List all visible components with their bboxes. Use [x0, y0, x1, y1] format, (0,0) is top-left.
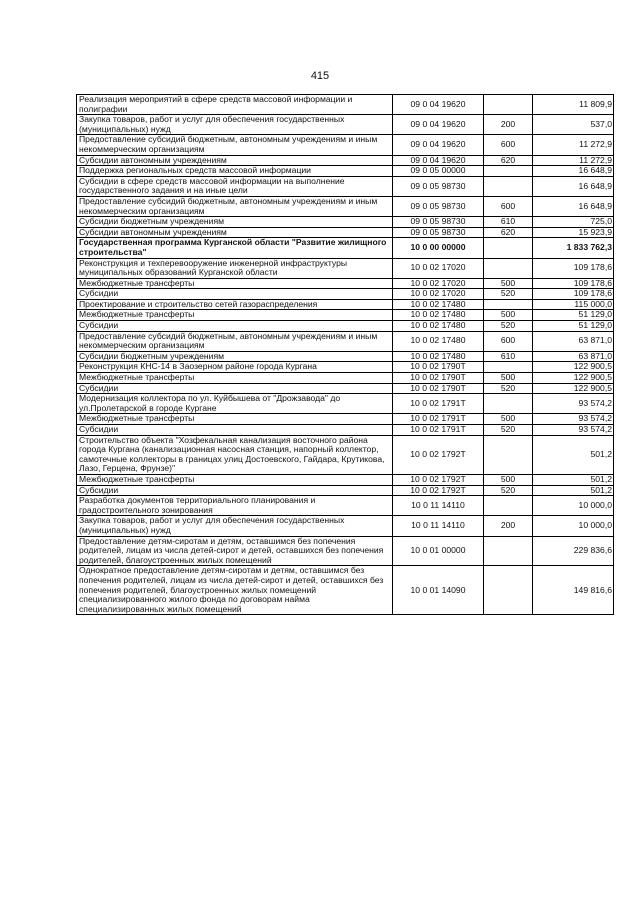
target-article-code: 10 0 02 17480 — [393, 331, 484, 351]
target-article-code: 10 0 02 1792Т — [393, 435, 484, 474]
row-amount: 109 178,6 — [533, 289, 614, 300]
expense-type-code: 610 — [484, 351, 533, 362]
target-article-code: 09 0 04 19620 — [393, 135, 484, 155]
target-article-code: 10 0 02 17480 — [393, 351, 484, 362]
row-name: Субсидии бюджетным учреждениям — [77, 351, 393, 362]
expense-type-code — [484, 566, 533, 615]
target-article-code: 10 0 02 17020 — [393, 258, 484, 278]
target-article-code: 09 0 05 98730 — [393, 217, 484, 228]
row-name: Субсидии — [77, 425, 393, 436]
row-amount: 537,0 — [533, 115, 614, 135]
target-article-code: 10 0 02 17020 — [393, 289, 484, 300]
row-amount: 10 000,0 — [533, 496, 614, 516]
budget-table — [76, 94, 614, 615]
expense-type-code: 520 — [484, 425, 533, 436]
row-name: Предоставление детям-сиротам и детям, оставшимся без попечения родителей, лицам из числа детей-сирот и детей, оставшихся без попечения родителей, благоустроенных жилых помещений — [77, 536, 393, 566]
target-article-code: 09 0 04 19620 — [393, 115, 484, 135]
expense-type-code — [484, 238, 533, 258]
expense-type-code: 610 — [484, 217, 533, 228]
target-article-code: 09 0 05 98730 — [393, 196, 484, 216]
row-amount: 229 836,6 — [533, 536, 614, 566]
expense-type-code — [484, 394, 533, 414]
row-name: Субсидии бюджетным учреждениям — [77, 217, 393, 228]
row-amount: 15 923,9 — [533, 227, 614, 238]
expense-type-code: 500 — [484, 310, 533, 321]
table-row — [77, 435, 614, 474]
target-article-code: 09 0 05 98730 — [393, 227, 484, 238]
row-name: Субсидии — [77, 321, 393, 332]
target-article-code: 09 0 05 98730 — [393, 176, 484, 196]
target-article-code: 09 0 04 19620 — [393, 95, 484, 115]
target-article-code: 10 0 02 1790Т — [393, 373, 484, 384]
row-amount: 63 871,0 — [533, 351, 614, 362]
table-row — [77, 238, 614, 258]
expense-type-code: 620 — [484, 155, 533, 166]
table-row — [77, 474, 614, 485]
expense-type-code: 600 — [484, 196, 533, 216]
row-name: Реконструкция КНС-14 в Заозерном районе города Кургана — [77, 362, 393, 373]
expense-type-code — [484, 496, 533, 516]
row-name: Субсидии — [77, 485, 393, 496]
row-name: Государственная программа Курганской области "Развитие жилищного строительства" — [77, 238, 393, 258]
table-row — [77, 155, 614, 166]
table-row — [77, 310, 614, 321]
target-article-code: 10 0 02 1792Т — [393, 485, 484, 496]
table-row — [77, 383, 614, 394]
row-amount: 149 816,6 — [533, 566, 614, 615]
row-name: Межбюджетные трансферты — [77, 310, 393, 321]
row-name: Поддержка региональных средств массовой информации — [77, 166, 393, 177]
table-row — [77, 278, 614, 289]
target-article-code: 10 0 02 1791Т — [393, 414, 484, 425]
target-article-code: 10 0 02 17480 — [393, 310, 484, 321]
row-name: Закупка товаров, работ и услуг для обеспечения государственных (муниципальных) нужд — [77, 115, 393, 135]
target-article-code: 10 0 02 17480 — [393, 299, 484, 310]
target-article-code: 10 0 02 1792Т — [393, 474, 484, 485]
table-row — [77, 95, 614, 115]
row-amount: 501,2 — [533, 435, 614, 474]
expense-type-code — [484, 362, 533, 373]
table-row — [77, 496, 614, 516]
table-row — [77, 373, 614, 384]
table-row — [77, 351, 614, 362]
row-amount: 122 900,5 — [533, 383, 614, 394]
table-row — [77, 289, 614, 300]
expense-type-code: 200 — [484, 115, 533, 135]
row-amount: 1 833 762,3 — [533, 238, 614, 258]
row-name: Межбюджетные трансферты — [77, 373, 393, 384]
row-name: Разработка документов территориального планирования и градостроительного зонирования — [77, 496, 393, 516]
row-name: Субсидии — [77, 289, 393, 300]
expense-type-code: 500 — [484, 278, 533, 289]
page-number: 415 — [310, 70, 330, 82]
target-article-code: 10 0 00 00000 — [393, 238, 484, 258]
row-name: Реконструкция и техперевооружение инженерной инфраструктуры муниципальных образований Курганской области — [77, 258, 393, 278]
row-amount: 93 574,2 — [533, 425, 614, 436]
row-amount: 93 574,2 — [533, 414, 614, 425]
row-name: Предоставление субсидий бюджетным, автономным учреждениям и иным некоммерческим организациям — [77, 196, 393, 216]
row-name: Предоставление субсидий бюджетным, автономным учреждениям и иным некоммерческим организациям — [77, 331, 393, 351]
row-amount: 10 000,0 — [533, 516, 614, 536]
row-amount: 93 574,2 — [533, 394, 614, 414]
expense-type-code: 500 — [484, 373, 533, 384]
row-name: Межбюджетные трансферты — [77, 474, 393, 485]
row-amount: 501,2 — [533, 474, 614, 485]
row-name: Субсидии — [77, 383, 393, 394]
target-article-code: 10 0 02 17020 — [393, 278, 484, 289]
target-article-code: 10 0 02 17480 — [393, 321, 484, 332]
target-article-code: 10 0 01 00000 — [393, 536, 484, 566]
expense-type-code — [484, 176, 533, 196]
row-name: Субсидии автономным учреждениям — [77, 227, 393, 238]
row-name: Межбюджетные трансферты — [77, 278, 393, 289]
row-amount: 11 809,9 — [533, 95, 614, 115]
expense-type-code — [484, 435, 533, 474]
target-article-code: 10 0 02 1791Т — [393, 394, 484, 414]
expense-type-code: 200 — [484, 516, 533, 536]
row-amount: 11 272,9 — [533, 155, 614, 166]
table-row — [77, 115, 614, 135]
table-row — [77, 258, 614, 278]
row-amount: 109 178,6 — [533, 278, 614, 289]
row-name: Предоставление субсидий бюджетным, автономным учреждениям и иным некоммерческим организациям — [77, 135, 393, 155]
row-amount: 11 272,9 — [533, 135, 614, 155]
target-article-code: 10 0 01 14090 — [393, 566, 484, 615]
table-row — [77, 425, 614, 436]
row-name: Закупка товаров, работ и услуг для обеспечения государственных (муниципальных) нужд — [77, 516, 393, 536]
table-row — [77, 394, 614, 414]
budget-table-body — [77, 95, 614, 615]
table-row — [77, 566, 614, 615]
row-amount: 16 648,9 — [533, 196, 614, 216]
row-amount: 51 129,0 — [533, 310, 614, 321]
table-row — [77, 299, 614, 310]
expense-type-code: 620 — [484, 227, 533, 238]
row-name: Проектирование и строительство сетей газораспределения — [77, 299, 393, 310]
expense-type-code: 600 — [484, 135, 533, 155]
table-row — [77, 414, 614, 425]
table-row — [77, 516, 614, 536]
row-amount: 115 000,0 — [533, 299, 614, 310]
target-article-code: 10 0 02 1791Т — [393, 425, 484, 436]
row-name: Модернизация коллектора по ул. Куйбышева от "Дрожзавода" до ул.Пролетарской в городе Кургане — [77, 394, 393, 414]
row-name: Межбюджетные трансферты — [77, 414, 393, 425]
table-row — [77, 176, 614, 196]
row-amount: 122 900,5 — [533, 373, 614, 384]
expense-type-code: 500 — [484, 474, 533, 485]
table-row — [77, 196, 614, 216]
row-amount: 16 648,9 — [533, 176, 614, 196]
expense-type-code — [484, 299, 533, 310]
expense-type-code — [484, 258, 533, 278]
table-row — [77, 135, 614, 155]
row-amount: 109 178,6 — [533, 258, 614, 278]
expense-type-code: 520 — [484, 383, 533, 394]
table-row — [77, 166, 614, 177]
row-name: Однократное предоставление детям-сиротам и детям, оставшимся без попечения родителей, лицам из числа детей-сирот и детей, оставшихся без попечения родителей, благоустроенных жилых помещений специализированного жилого фонда по договорам найма специализированных жилых помещений — [77, 566, 393, 615]
row-name: Субсидии в сфере средств массовой информации на выполнение государственного задания и на иные цели — [77, 176, 393, 196]
table-row — [77, 227, 614, 238]
expense-type-code: 520 — [484, 485, 533, 496]
table-row — [77, 331, 614, 351]
table-row — [77, 485, 614, 496]
table-row — [77, 321, 614, 332]
expense-type-code: 520 — [484, 321, 533, 332]
table-row — [77, 536, 614, 566]
target-article-code: 10 0 02 1790Т — [393, 362, 484, 373]
target-article-code: 10 0 02 1790Т — [393, 383, 484, 394]
row-amount: 501,2 — [533, 485, 614, 496]
target-article-code: 09 0 04 19620 — [393, 155, 484, 166]
row-name: Субсидии автономным учреждениям — [77, 155, 393, 166]
row-name: Реализация мероприятий в сфере средств массовой информации и полиграфии — [77, 95, 393, 115]
expense-type-code: 500 — [484, 414, 533, 425]
row-amount: 122 900,5 — [533, 362, 614, 373]
target-article-code: 10 0 11 14110 — [393, 516, 484, 536]
table-row — [77, 217, 614, 228]
target-article-code: 10 0 11 14110 — [393, 496, 484, 516]
row-amount: 725,0 — [533, 217, 614, 228]
expense-type-code — [484, 95, 533, 115]
target-article-code: 09 0 05 00000 — [393, 166, 484, 177]
expense-type-code: 520 — [484, 289, 533, 300]
expense-type-code: 600 — [484, 331, 533, 351]
row-amount: 63 871,0 — [533, 331, 614, 351]
row-amount: 51 129,0 — [533, 321, 614, 332]
expense-type-code — [484, 166, 533, 177]
row-amount: 16 648,9 — [533, 166, 614, 177]
expense-type-code — [484, 536, 533, 566]
row-name: Строительство объекта "Хозфекальная канализация восточного района города Кургана (канализационная насосная станция, напорный коллектор, самотечные коллекторы в границах улиц Достоевского, Гайдара, Крутикова, Лазо, Герцена, Фрунзе)" — [77, 435, 393, 474]
table-row — [77, 362, 614, 373]
